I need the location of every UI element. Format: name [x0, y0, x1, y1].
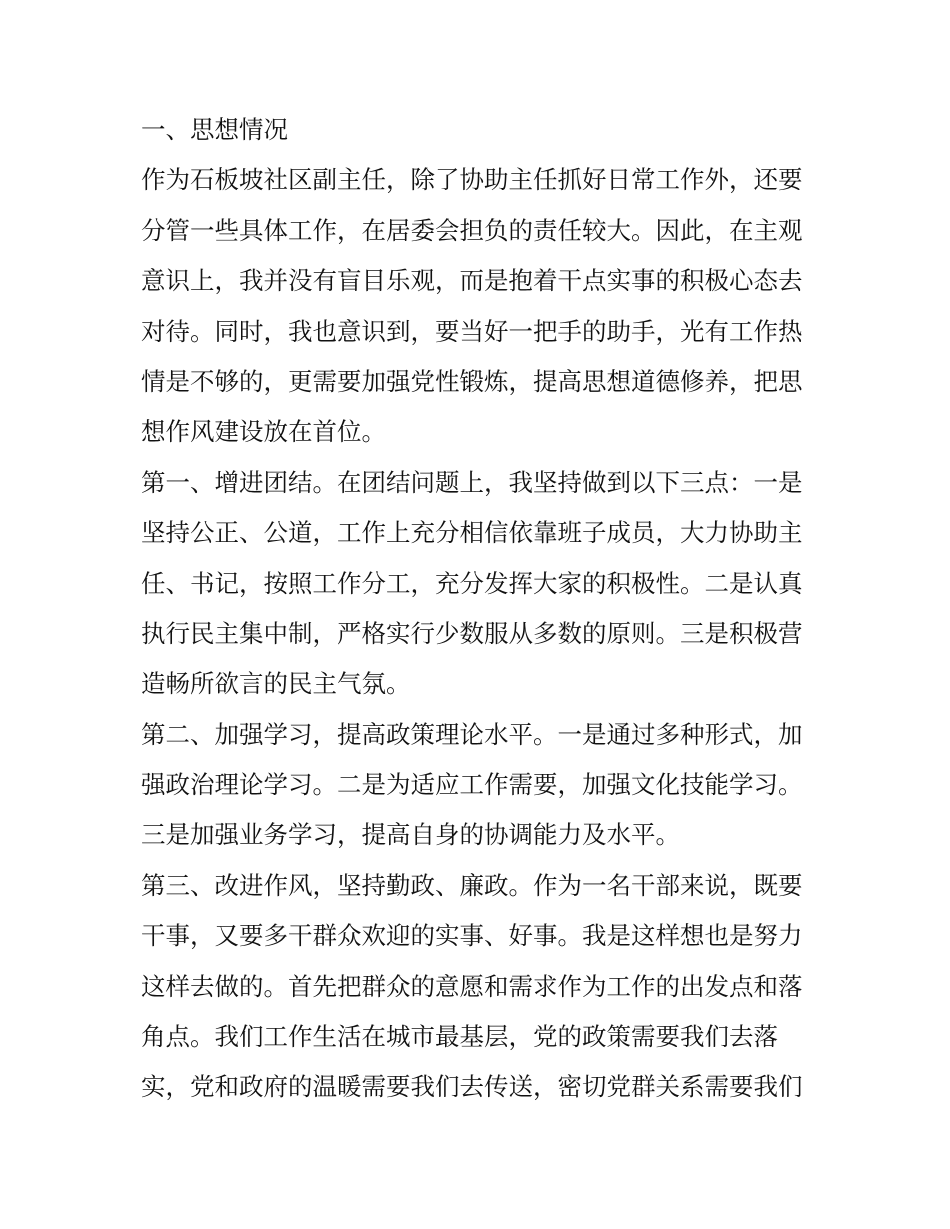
text-line: 意识上，我并没有盲目乐观，而是抱着干点实事的积极心态去 [141, 266, 803, 296]
text-line: 干事，又要多干群众欢迎的实事、好事。我是这样想也是努力 [141, 921, 803, 951]
text-line: 这样去做的。首先把群众的意愿和需求作为工作的出发点和落 [141, 971, 803, 1001]
text-line: 想作风建设放在首位。 [141, 417, 386, 447]
text-line: 第一、增进团结。在团结问题上，我坚持做到以下三点：一是 [141, 467, 803, 497]
text-line: 实，党和政府的温暖需要我们去传送，密切党群关系需要我们 [141, 1072, 803, 1102]
text-line: 执行民主集中制，严格实行少数服从多数的原则。三是积极营 [141, 618, 803, 648]
text-line: 坚持公正、公道，工作上充分相信依靠班子成员，大力协助主 [141, 518, 803, 548]
text-line: 强政治理论学习。二是为适应工作需要，加强文化技能学习。 [141, 770, 803, 800]
text-line: 第三、改进作风，坚持勤政、廉政。作为一名干部来说，既要 [141, 870, 803, 900]
text-line: 三是加强业务学习，提高自身的协调能力及水平。 [141, 820, 680, 850]
section-heading: 一、思想情况 [141, 115, 288, 144]
text-line: 任、书记，按照工作分工，充分发挥大家的积极性。二是认真 [141, 568, 803, 598]
text-line: 分管一些具体工作，在居委会担负的责任较大。因此，在主观 [141, 215, 803, 245]
text-line: 第二、加强学习，提高政策理论水平。一是通过多种形式，加 [141, 719, 803, 749]
text-line: 作为石板坡社区副主任，除了协助主任抓好日常工作外，还要 [141, 165, 803, 195]
document-body [141, 105, 821, 1113]
text-line: 对待。同时，我也意识到，要当好一把手的助手，光有工作热 [141, 316, 803, 346]
text-line: 情是不够的，更需要加强党性锻炼，提高思想道德修养，把思 [141, 366, 803, 396]
text-line: 造畅所欲言的民主气氛。 [141, 669, 411, 699]
text-line: 角点。我们工作生活在城市最基层，党的政策需要我们去落 [141, 1022, 778, 1052]
